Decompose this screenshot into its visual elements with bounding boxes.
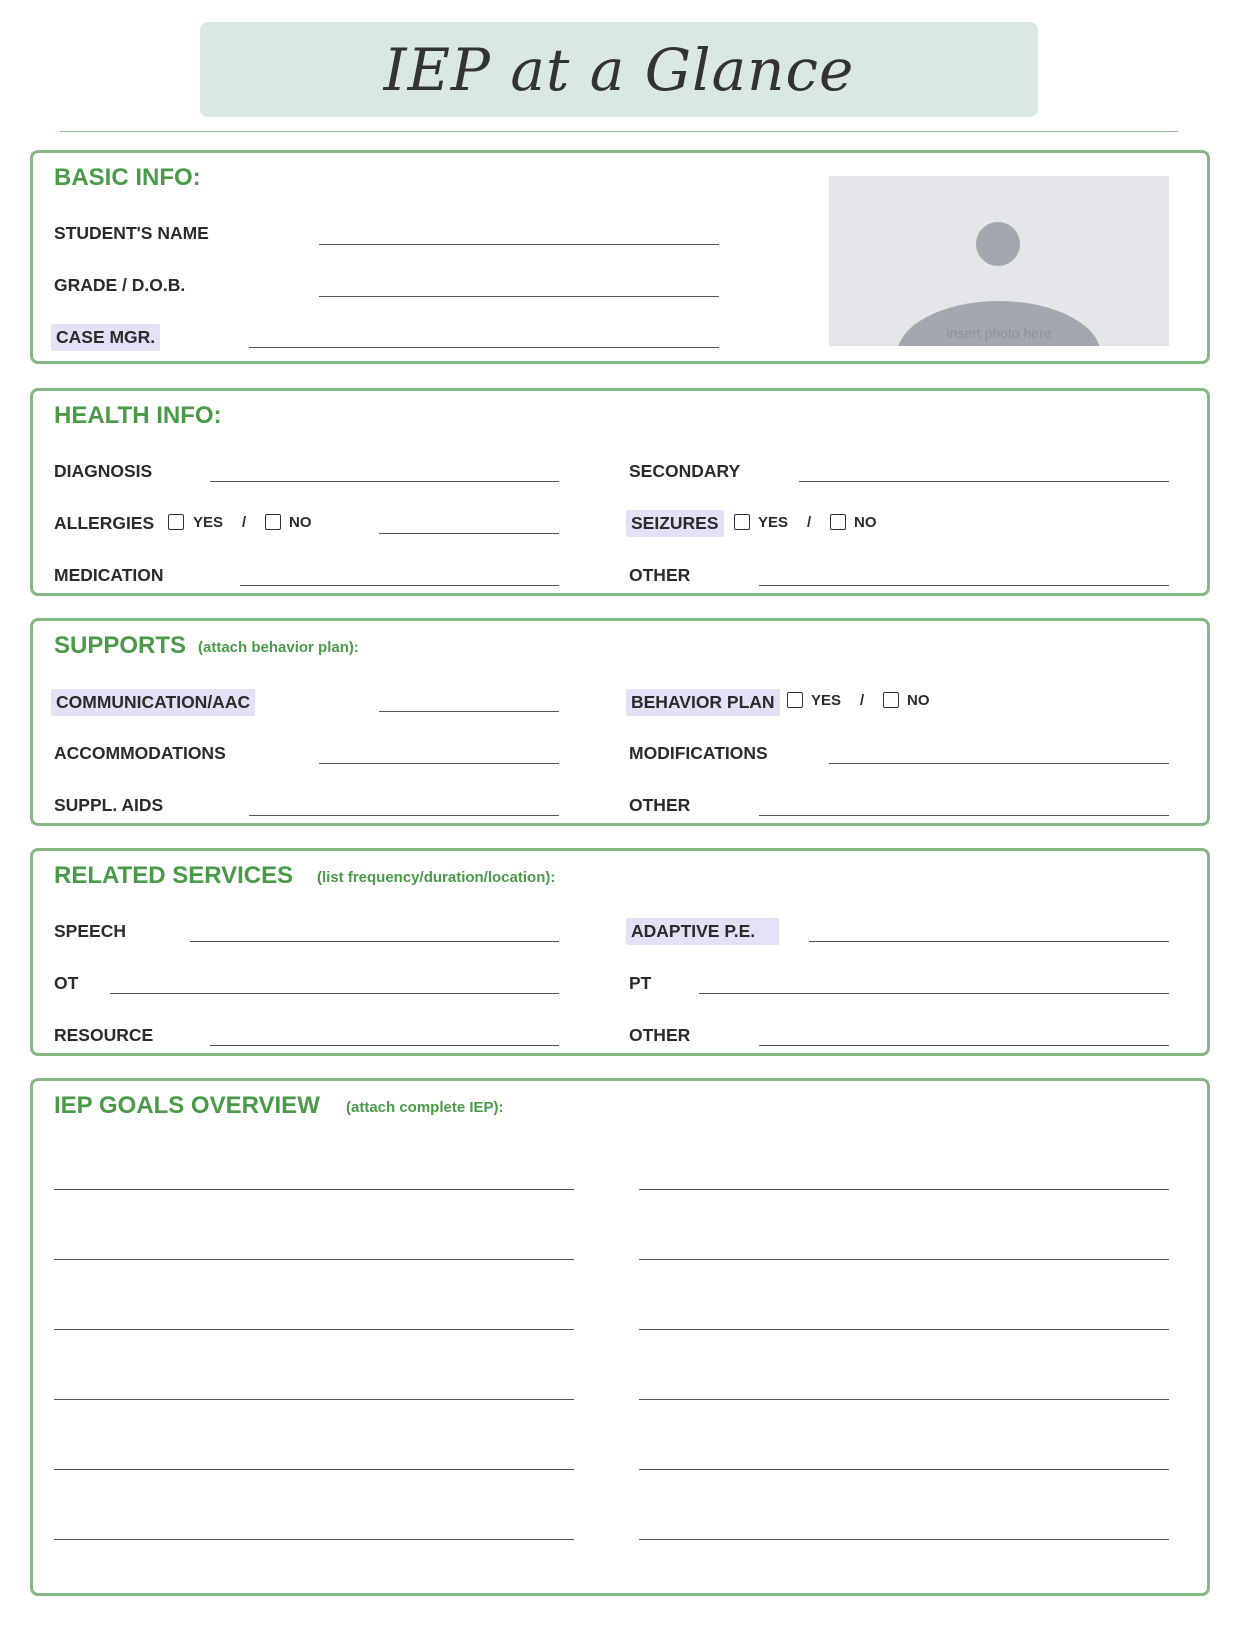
health-other-label: OTHER <box>629 565 691 585</box>
seizures-no-label: NO <box>854 514 877 531</box>
allergies-yes-label: YES <box>193 514 224 531</box>
goal-line[interactable] <box>54 1329 574 1330</box>
resource-label: RESOURCE <box>54 1025 154 1045</box>
diagnosis-field[interactable] <box>210 481 559 482</box>
modifications-label: MODIFICATIONS <box>629 743 768 763</box>
ot-label: OT <box>54 973 79 993</box>
adaptive-pe-field[interactable] <box>809 941 1169 942</box>
iep-goals-heading: IEP GOALS OVERVIEW <box>54 1092 320 1119</box>
speech-label: SPEECH <box>54 921 126 941</box>
allergies-field[interactable] <box>379 533 559 534</box>
avatar-head-icon <box>976 222 1020 266</box>
goal-line[interactable] <box>639 1469 1169 1470</box>
goal-line[interactable] <box>639 1539 1169 1540</box>
iep-goals-note: (attach complete IEP): <box>346 1099 504 1116</box>
goal-line[interactable] <box>639 1329 1169 1330</box>
page-title: IEP at a Glance <box>383 35 855 104</box>
supports-heading: SUPPORTS <box>54 632 187 659</box>
seizures-label: SEIZURES <box>626 510 724 537</box>
pt-field[interactable] <box>699 993 1169 994</box>
diagnosis-label: DIAGNOSIS <box>54 461 153 481</box>
allergies-no-label: NO <box>289 514 312 531</box>
photo-placeholder-text: insert photo here <box>946 325 1052 341</box>
grade-dob-label: GRADE / D.O.B. <box>54 275 186 295</box>
supports-other-label: OTHER <box>629 795 691 815</box>
iep-goals-section <box>30 1078 1210 1596</box>
related-other-field[interactable] <box>759 1045 1169 1046</box>
medication-label: MEDICATION <box>54 565 164 585</box>
suppl-aids-label: SUPPL. AIDS <box>54 795 164 815</box>
photo-placeholder[interactable] <box>829 176 1169 346</box>
ot-field[interactable] <box>110 993 559 994</box>
goal-line[interactable] <box>54 1539 574 1540</box>
related-other-label: OTHER <box>629 1025 691 1045</box>
case-mgr-field[interactable] <box>249 347 719 348</box>
resource-field[interactable] <box>210 1045 559 1046</box>
supports-other-field[interactable] <box>759 815 1169 816</box>
secondary-field[interactable] <box>799 481 1169 482</box>
goal-line[interactable] <box>54 1399 574 1400</box>
student-name-field[interactable] <box>319 244 719 245</box>
behavior-plan-label: BEHAVIOR PLAN <box>626 689 780 716</box>
behavior-plan-yes-checkbox[interactable] <box>787 692 803 708</box>
accommodations-field[interactable] <box>319 763 559 764</box>
supports-note: (attach behavior plan): <box>198 639 359 656</box>
communication-aac-field[interactable] <box>379 711 559 712</box>
health-other-field[interactable] <box>759 585 1169 586</box>
suppl-aids-field[interactable] <box>249 815 559 816</box>
basic-info-heading: BASIC INFO: <box>54 164 201 191</box>
accommodations-label: ACCOMMODATIONS <box>54 743 226 763</box>
seizures-no-checkbox[interactable] <box>830 514 846 530</box>
related-services-note: (list frequency/duration/location): <box>317 869 556 886</box>
goal-line[interactable] <box>639 1259 1169 1260</box>
modifications-field[interactable] <box>829 763 1169 764</box>
grade-dob-field[interactable] <box>319 296 719 297</box>
title-divider <box>60 131 1178 132</box>
title-banner <box>200 22 1038 117</box>
seizures-separator: / <box>807 514 812 531</box>
speech-field[interactable] <box>190 941 559 942</box>
behavior-plan-no-label: NO <box>907 692 930 709</box>
health-info-heading: HEALTH INFO: <box>54 402 222 429</box>
goal-line[interactable] <box>54 1189 574 1190</box>
medication-field[interactable] <box>240 585 559 586</box>
allergies-no-checkbox[interactable] <box>265 514 281 530</box>
goal-line[interactable] <box>54 1469 574 1470</box>
communication-aac-label: COMMUNICATION/AAC <box>51 689 255 716</box>
allergies-label: ALLERGIES <box>54 513 155 533</box>
secondary-label: SECONDARY <box>629 461 741 481</box>
goal-line[interactable] <box>54 1259 574 1260</box>
related-services-heading: RELATED SERVICES <box>54 862 294 889</box>
pt-label: PT <box>629 973 652 993</box>
seizures-yes-checkbox[interactable] <box>734 514 750 530</box>
goal-line[interactable] <box>639 1189 1169 1190</box>
seizures-yes-label: YES <box>758 514 789 531</box>
behavior-plan-no-checkbox[interactable] <box>883 692 899 708</box>
goal-line[interactable] <box>639 1399 1169 1400</box>
student-name-label: STUDENT'S NAME <box>54 223 209 243</box>
allergies-yes-checkbox[interactable] <box>168 514 184 530</box>
behavior-plan-separator: / <box>860 692 865 709</box>
adaptive-pe-label: ADAPTIVE P.E. <box>626 918 779 945</box>
case-mgr-label: CASE MGR. <box>51 324 160 351</box>
behavior-plan-yes-label: YES <box>811 692 842 709</box>
allergies-separator: / <box>242 514 247 531</box>
